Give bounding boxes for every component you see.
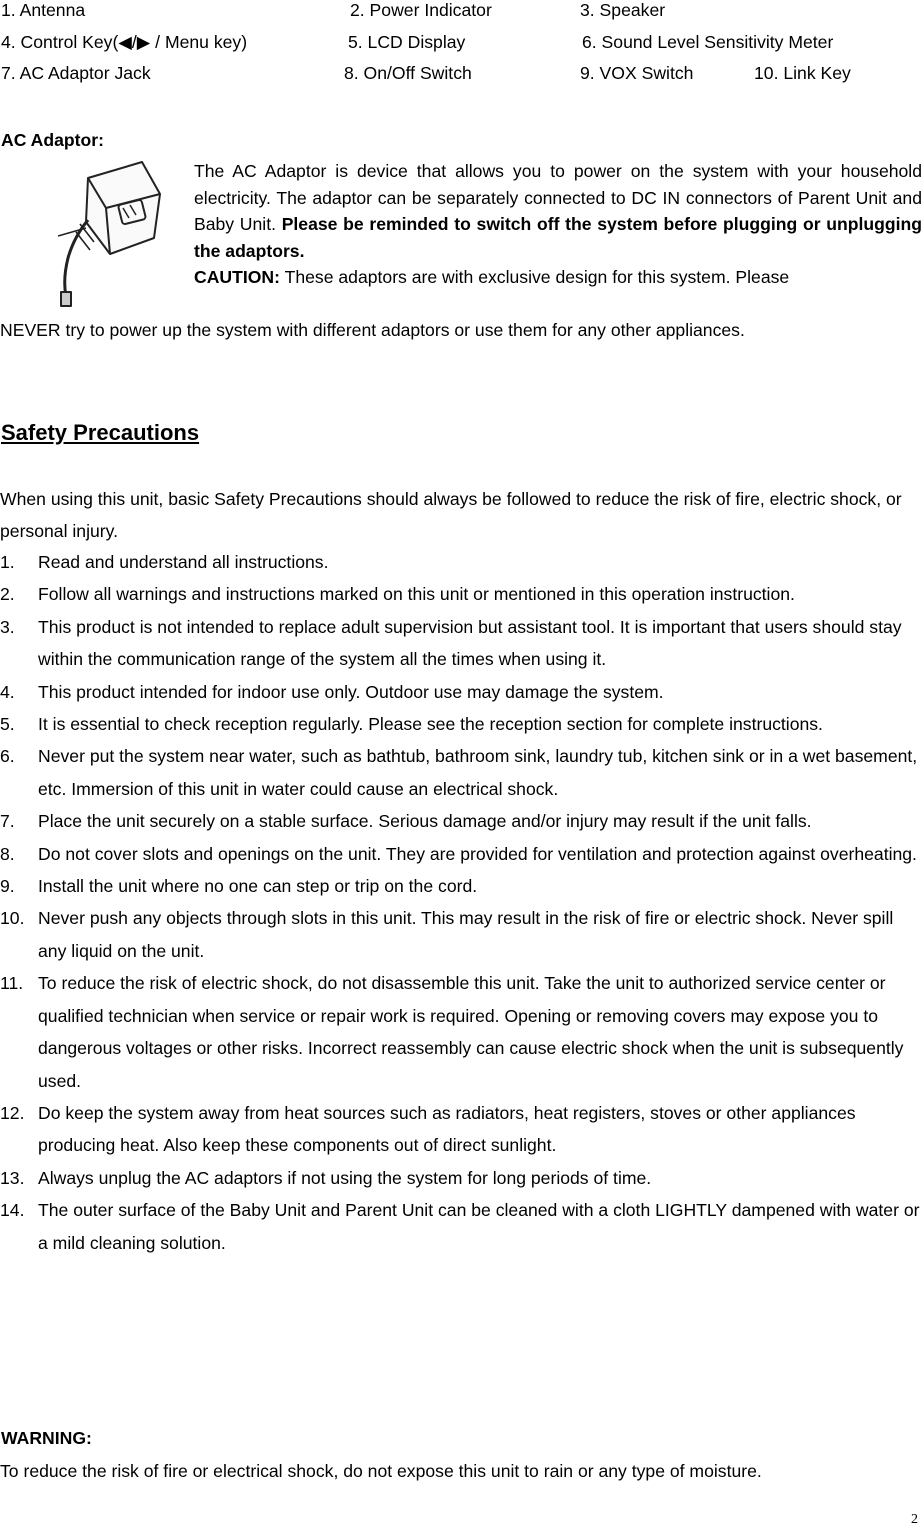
list-item-number: 8. — [0, 843, 15, 864]
part-item: 1. Antenna — [1, 0, 86, 20]
list-item-text: Install the unit where no one can step or trip on the cord. — [38, 876, 478, 897]
part-item: 4. Control Key(◀/▶ / Menu key) — [1, 32, 248, 52]
list-item-number: 3. — [0, 616, 15, 637]
list-item — [0, 902, 922, 967]
ac-adaptor-text: The AC Adaptor is device that allows you to power on the system with your household electricity. The adaptor can be separately connected to DC IN connectors of Parent Unit and Baby Unit. — [194, 161, 922, 234]
list-item-number: 9. — [0, 876, 15, 897]
part-item: 8. On/Off Switch — [344, 63, 472, 83]
list-item — [0, 578, 922, 610]
list-item — [0, 611, 922, 676]
list-item-number: 1. — [0, 552, 15, 572]
warning-heading: WARNING: — [1, 1428, 92, 1448]
list-item — [0, 805, 922, 837]
safety-list — [0, 546, 922, 1259]
list-item — [0, 676, 922, 708]
part-item: 2. Power Indicator — [350, 0, 492, 20]
list-item-text: To reduce the risk of electric shock, do not disassemble this unit. Take the unit to authorized service center or qualified technician when service or repair work is required. Opening or removing covers may expose you to dangerous voltages or other risks. Incorrect reassembly can cause electric shock when the unit is subsequently used. — [38, 973, 904, 1091]
ac-adaptor-description — [194, 158, 922, 291]
list-item-text: It is essential to check reception regularly. Please see the reception section for complete instructions. — [38, 714, 823, 735]
list-item-number: 4. — [0, 681, 15, 702]
list-item — [0, 546, 922, 578]
part-item: 3. Speaker — [580, 0, 666, 20]
part-item: 5. LCD Display — [348, 32, 466, 52]
list-item-number: 7. — [0, 811, 15, 832]
list-item-number: 12. — [0, 1102, 25, 1123]
ac-adaptor-illustration — [50, 158, 162, 310]
list-item — [0, 740, 922, 805]
list-item-text: Place the unit securely on a stable surface. Serious damage and/or injury may result if the unit falls. — [38, 811, 812, 832]
list-item-text: The outer surface of the Baby Unit and Parent Unit can be cleaned with a cloth LIGHTLY dampened with water or a mild cleaning solution. — [38, 1200, 920, 1253]
list-item-number: 5. — [0, 714, 15, 735]
list-item-text: Follow all warnings and instructions marked on this unit or mentioned in this operation instruction. — [38, 584, 795, 605]
list-item-text: This product intended for indoor use only. Outdoor use may damage the system. — [38, 681, 664, 702]
list-item-number: 6. — [0, 746, 15, 767]
list-item-number: 13. — [0, 1167, 25, 1188]
list-item — [0, 1097, 922, 1162]
list-item — [0, 1162, 922, 1194]
list-item-text: Do not cover slots and openings on the unit. They are provided for ventilation and protection against overheating. — [38, 843, 917, 864]
list-item-number: 14. — [0, 1200, 25, 1221]
caution-text: These adaptors are with exclusive design for this system. Please — [284, 267, 790, 287]
ac-adaptor-heading: AC Adaptor: — [1, 130, 104, 150]
page-number: 2 — [911, 1512, 918, 1527]
list-item — [0, 1194, 922, 1259]
safety-precautions-title: Safety Precautions — [1, 420, 200, 445]
list-item-text: This product is not intended to replace adult supervision but assistant tool. It is important that users should stay within the communication range of the system all the times when using it. — [38, 616, 902, 670]
list-item-text: Do keep the system away from heat sources such as radiators, heat registers, stoves or other appliances producing heat. Also keep these components out of direct sunlight. — [38, 1102, 856, 1156]
list-item — [0, 838, 922, 870]
list-item-number: 11. — [0, 973, 24, 994]
list-item — [0, 708, 922, 740]
part-item: 10. Link Key — [754, 63, 851, 83]
part-item: 9. VOX Switch — [580, 63, 694, 83]
part-item: 6. Sound Level Sensitivity Meter — [582, 32, 834, 52]
warning-text: To reduce the risk of fire or electrical shock, do not expose this unit to rain or any type of moisture. — [0, 1461, 762, 1481]
list-item-text: Always unplug the AC adaptors if not using the system for long periods of time. — [38, 1167, 652, 1188]
ac-adaptor-notice: Please be reminded to switch off the system before plugging or unplugging the adaptors. — [194, 214, 922, 261]
caution-text-continued: NEVER try to power up the system with different adaptors or use them for any other appliances. — [0, 320, 745, 340]
safety-intro: When using this unit, basic Safety Precautions should always be followed to reduce the risk of fire, electric shock, or personal injury. — [0, 489, 902, 541]
list-item — [0, 870, 922, 902]
list-item-number: 2. — [0, 584, 15, 605]
caution-label: CAUTION: — [194, 267, 281, 287]
part-item: 7. AC Adaptor Jack — [1, 63, 151, 83]
list-item-text: Read and understand all instructions. — [38, 552, 329, 572]
list-item-number: 10. — [0, 908, 25, 929]
list-item-text: Never push any objects through slots in this unit. This may result in the risk of fire or electric shock. Never spill any liquid on the unit. — [38, 908, 894, 961]
list-item — [0, 967, 922, 1097]
list-item-text: Never put the system near water, such as bathtub, bathroom sink, laundry tub, kitchen sink or in a wet basement, etc. Immersion of this unit in water could cause an electrical shock. — [38, 746, 918, 799]
